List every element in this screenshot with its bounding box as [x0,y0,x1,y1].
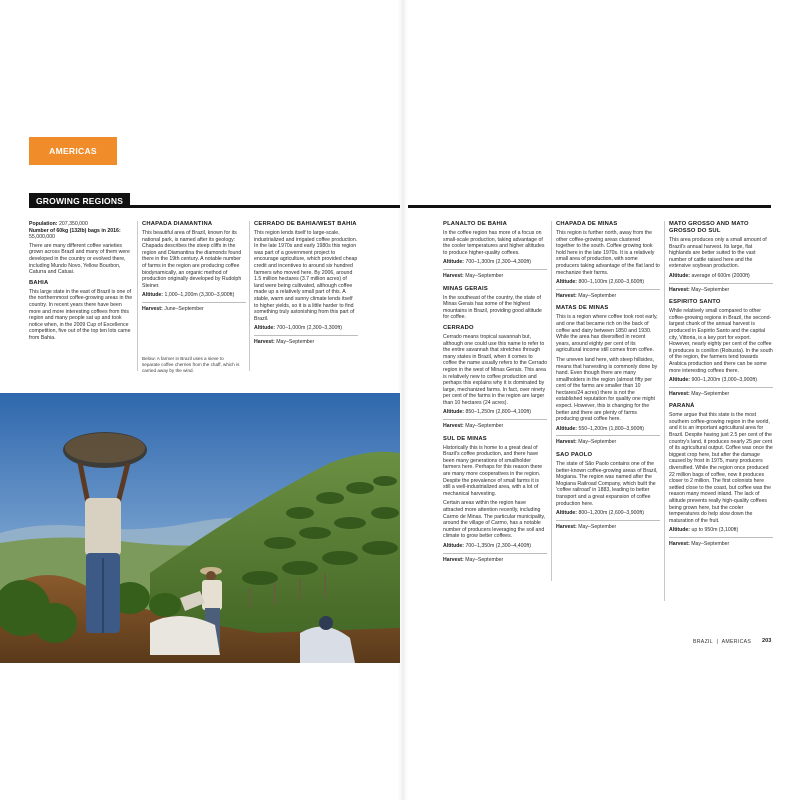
region-heading-minas-gerais: MINAS GERAIS [443,285,488,292]
harvest-line: Harvest: May–September [669,286,730,293]
harvest-line: Harvest: May–September [556,292,617,299]
divider [443,269,547,270]
divider [669,537,773,538]
heading-rule-right [408,205,771,208]
minas-gerais-text: In the southeast of the country, the state of Minas Gerais has some of the highest mountains in Brazil, providing good altitude for coffee. [443,294,542,321]
altitude-line: Altitude: 1,000–1,200m (3,300–3,900ft) [142,292,235,299]
divider [556,289,660,290]
altitude-line: Altitude: 550–1,200m (1,800–3,900ft) [556,425,644,432]
column-2 [142,221,246,314]
column-6 [669,221,773,549]
footer-region: AMERICAS [721,639,752,645]
intro-text: There are many different coffee varieties grown across Brazil and many of them were developed in the country or evolved there, including Mundo Novo, Yellow Bourbon, Caturra and Catuai. [29,242,130,276]
region-heading-chapada-diamantina: CHAPADA DIAMANTINA [142,221,213,227]
altitude-line: Altitude: 800–1,100m (2,600–3,600ft) [556,279,644,286]
column-divider [664,221,665,601]
harvest-line: Harvest: May–September [669,540,730,547]
region-heading-mato-grosso: MATO GROSSO AND MATO GROSSO DO SUL [669,221,749,234]
parana-text: Some argue that this state is the most southern coffee-growing region in the world, and it is an important agricultural area for Brazil. Despite having just 2.5 per cent of the country's land, it produces nearly 25 per cent of its agricultural output. Coffee was once the biggest crop here, but after the damage caused by frost in 1975, many producers diversified. While the region once produced 22 million bags of coffee, now it produces closer to 2 million. The first colonists here settled close to the coast, but coffee was the reason many moved inland. The lack of altitude prevents really high-quality coffees being grown here, but the cooler temperatures do help slow down the maturation of the fruit. [669,412,773,524]
divider [669,283,773,284]
matas-de-minas-text-2: The uneven land here, with steep hillsides, means that harvesting is commonly done by hand. Even though there are many smallholders in the region (almost fifty per cent of the farms are smaller than 10 hectares/24 acres) there is not the established reputation for quality one might expect. However, this is changing for the better and there are plenty of farms producing great coffee here. [556,356,658,423]
column-4 [443,221,547,564]
divider [556,435,660,436]
planalto-text: In the coffee region has more of a focus on small-scale production, taking advantage of the cooler temperatures and higher altitudes to produce higher-quality coffees. [443,230,545,256]
region-heading-planalto: PLANALTO DE BAHIA [443,221,508,227]
coffee-farmer-photo [0,393,400,663]
altitude-line: Altitude: 850–1,250m (2,800–4,100ft) [443,409,531,416]
altitude-line: Altitude: 800–1,200m (2,600–3,900ft) [556,510,644,517]
population-stat: Population: 207,350,000 [29,221,88,227]
column-divider [137,221,138,371]
footer-separator: | [716,639,719,645]
region-heading-bahia: BAHIA [29,279,49,286]
chapada-de-minas-text: This region is further north, away from the other coffee-growing areas clustered together to the south. Coffee growing took hold here in the late 1970s. It is a relatively small area of production, with some producers taking advantage of the flat land to mechanize their farms. [556,230,660,276]
divider [443,553,547,554]
divider [669,387,773,388]
region-heading-cerrado: CERRADO [443,324,474,331]
region-heading-sao-paolo: SAO PAOLO [556,452,593,459]
column-1 [29,221,133,345]
footer-country: BRAZIL [693,639,713,645]
matas-de-minas-text-1: This is a region where coffee took root early, and one that became rich on the back of coffee and dairy between 1850 and 1930. While the area has diversified in recent years, around eighty per cent of its agricultural income still comes from coffee. [556,314,658,354]
harvest-line: Harvest: June–September [142,305,204,312]
harvest-line: Harvest: May–September [443,272,504,279]
altitude-line: Altitude: up to 950m (3,100ft) [669,527,739,534]
photo-caption: Below: A farmer in Brazil uses a sieve to separate coffee cherries from the chaff, which is carried away by the wind. [142,356,240,373]
column-5 [556,221,660,531]
sul-de-minas-text-2: Certain areas within the region have attracted more attention recently, including Carmo de Minas. The particular municipality, around the village of Carmo, has a notable number of producers leveraging the soil and climate to grow better coffees. [443,500,546,540]
harvest-line: Harvest: May–September [443,423,504,430]
column-divider [249,221,250,371]
cerrado-bahia-text: This region lends itself to large-scale, industrialized and irrigated coffee production. In the late 1970s and early 1980s this region was part of a government project to encourage agriculture, which provided cheap credit and incentives to around six hundred farmers who moved here. By 2006, around 1.5 million hectares (3.7 million acres) of land were being cultivated, although coffee made up a relatively small part of this. A stable, warm and sunny climate lends itself to higher yields, so it is a little harder to find something truly astonishing from this part of Brazil. [254,230,358,322]
divider [254,335,358,336]
harvest-line: Harvest: May–September [669,390,730,397]
sul-de-minas-text-1: Historically this is home to a great deal of Brazil's coffee production, and there have been many generations of smallholder farmers here. Perhaps for this reason there are many more cooperatives in the region. Despite the prevalence of small farms it is still a well-industrialized area, with a lot of mechanical harvesting. [443,444,543,497]
page-number: 203 [762,638,772,644]
espirito-santo-text: While relatively small compared to other coffee-growing regions in Brazil, the second-largest chunk of the annual harvest is produced in Espirito Santo and the capital city, Vittoria, is a key port for export. However, nearly eighty per cent of the coffee it produces is conillon (Robusta). In the south of the region, the farmers tend towards Arabica production and there can be some more interesting coffees there. [669,308,773,374]
region-heading-parana: PARANÁ [669,403,695,410]
divider [443,419,547,420]
divider [142,302,246,303]
sao-paolo-text: The state of São Paolo contains one of the better-known coffee-growing areas of Brazil, Mogiana. The region was named after the Mogiana Railroad Company, which built the 'coffee railroad' in 1883, leading to better transport and a great expansion of coffee production here. [556,461,658,507]
bags-stat: Number of 60kg (132lb) bags in 2016: 55,000,000 [29,227,121,241]
altitude-line: Altitude: 700–1,300m (2,300–4,300ft) [443,259,531,266]
harvest-line: Harvest: May–September [556,439,617,446]
column-divider [551,221,552,581]
photo-illustration [0,393,400,663]
mato-grosso-text: This area produces only a small amount of Brazil's annual harvest. Its large, flat highlands are better suited to the vast number of cattle raised here and the extensive soybean production. [669,237,767,270]
farmer-shirt [85,498,121,556]
running-footer [693,639,751,645]
bahia-text: This large state in the east of Brazil is one of the northernmost coffee-growing areas in the country. In recent years there have been more and more interesting coffees from this region and many people sat up and took notice when, in the 2009 Cup of Excellence competition, five out of the top ten lots came from Bahia. [29,288,133,341]
section-tab: AMERICAS [29,137,117,165]
altitude-line: Altitude: 900–1,200m (3,000–3,900ft) [669,377,757,384]
region-heading-chapada-de-minas: CHAPADA DE MINAS [556,221,618,227]
region-heading-sul-de-minas: SUL DE MINAS [443,435,487,442]
column-3 [254,221,358,347]
altitude-line: Altitude: 700–1,000m (2,300–3,300ft) [254,325,342,332]
divider [556,520,660,521]
region-heading-cerrado-bahia: CERRADO DE BAHIA/WEST BAHIA [254,221,357,227]
section-heading: GROWING REGIONS [29,193,130,208]
region-heading-matas-de-minas: MATAS DE MINAS [556,305,609,312]
harvest-line: Harvest: May–September [443,556,504,563]
harvest-line: Harvest: May–September [556,523,617,530]
region-heading-espirito-santo: ESPIRITO SANTO [669,299,721,306]
altitude-line: Altitude: average of 600m (2000ft) [669,272,750,279]
altitude-line: Altitude: 700–1,350m (2,300–4,400ft) [443,542,531,549]
harvest-line: Harvest: May–September [254,338,315,345]
chapada-diamantina-text: This beautiful area of Brazil, known for its national park, is named after its geology: Chapada describes the steep cliffs in the region and Diamantina the diamonds found there in the 19th century. A notable number of farms in the region are producing coffee biodynamically, an organic method of production originally developed by Rudolph Steiner. [142,230,242,289]
cerrado-text: Cerrado means tropical savannah but, although one could use this name to refer to the entire savannah that stretches through many states in Brazil, when it comes to coffee the name usually refers to the Cerrado region in the west of Minas Gerais. This area is relatively new to coffee production and perhaps this explains why it is dominated by large, mechanized farms. In fact, over ninety per cent of the farms in the region are larger than 10 hectares (24 acres). [443,333,548,406]
